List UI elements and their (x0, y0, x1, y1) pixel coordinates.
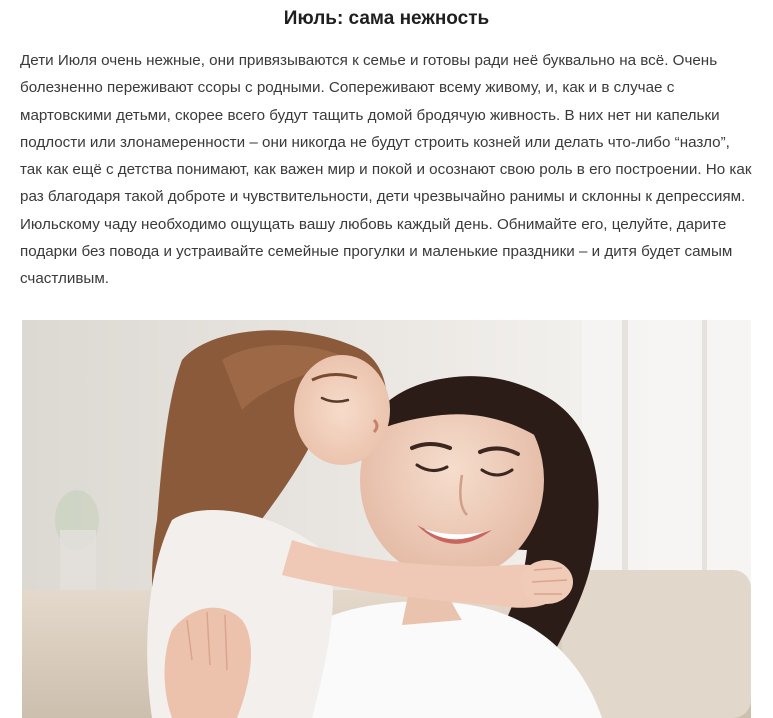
article-body: Дети Июля очень нежные, они привязываются к семье и готовы ради неё буквально на всё. Очень болезненно переживают ссоры с родными. Сопереживают всему живому, и, как и в случае с мартовскими детьми, скорее всего будут тащить домой бродячую живность. В них нет ни капельки подлости или злонамеренности – они никогда не будут строить козней или делать что-либо “назло”, так как ещё с детства понимают, как важен мир и покой и осознают свою роль в его построении. Но как раз благодаря такой доброте и чувствительности, дети чрезвычайно ранимы и склонны к депрессиям. Июльскому чаду необходимо ощущать вашу любовь каждый день. Обнимайте его, целуйте, дарите подарки без повода и устраивайте семейные прогулки и маленькие праздники – и дитя будет самым счастливым. (20, 52, 752, 288)
mother-hugging-daughter-photo (22, 320, 751, 718)
article-title: Июль: сама нежность (283, 8, 490, 29)
